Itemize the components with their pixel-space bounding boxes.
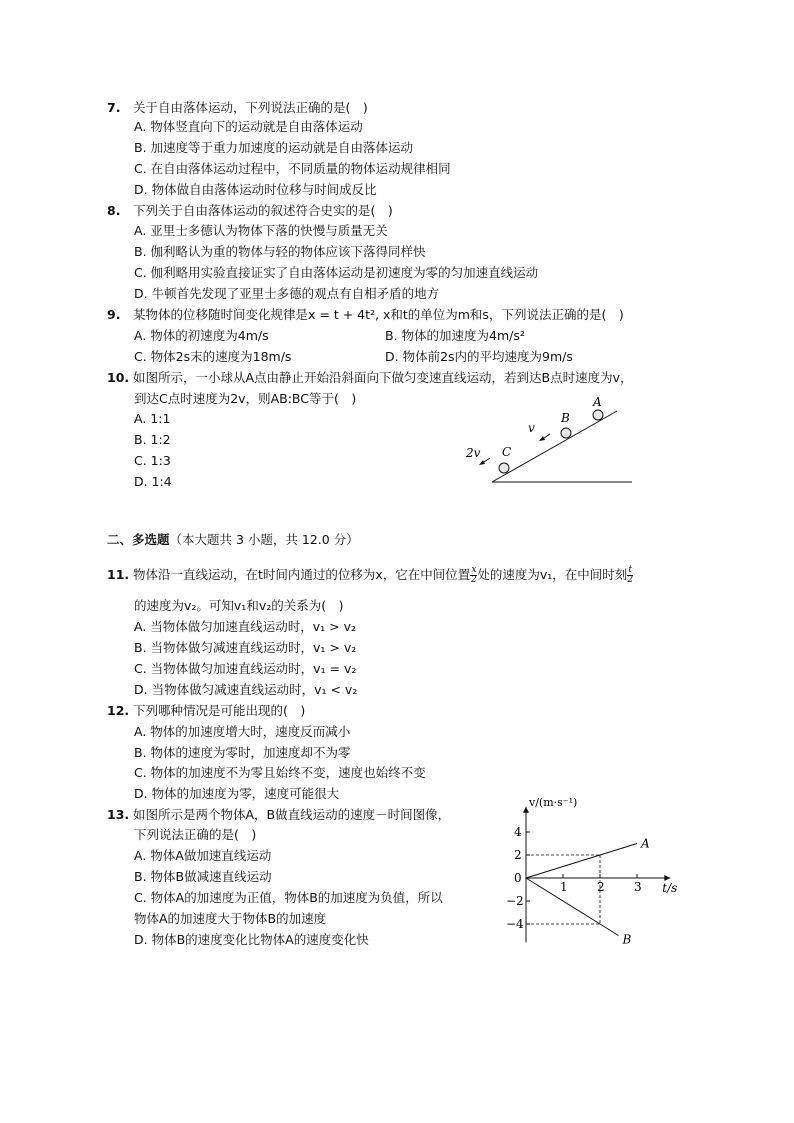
q7-stem [107, 99, 368, 117]
incline-figure [462, 394, 637, 486]
q10-stem [107, 369, 633, 387]
q10-text-line2: 到达C点时速度为2v，则AB:BC等于( ) [134, 391, 357, 406]
q12-option-a: A. 物体的加速度增大时，速度反而减小 [134, 724, 351, 739]
series-label-a: A [641, 836, 650, 851]
x-axis-label: t/s [662, 881, 678, 895]
chart-series [526, 844, 637, 936]
section-title: 二、多选题 [107, 532, 170, 547]
q13-text-line1: 如图所示是两个物体A，B做直线运动的速度－时间图像， [133, 807, 451, 822]
q10-option-b: B. 1:2 [134, 432, 171, 447]
q8-text: 下列关于自由落体运动的叙述符合史实的是( ) [133, 203, 393, 218]
y-tick-label: −2 [506, 894, 524, 908]
frac-t-denominator: 2 [627, 575, 634, 585]
arrow-v-head [539, 436, 545, 441]
q13-number: 13. [107, 807, 130, 822]
q9-stem [107, 306, 624, 324]
q7-option-c: C. 在自由落体运动过程中，不同质量的物体运动规律相同 [134, 161, 451, 176]
q10-option-a: A. 1:1 [134, 411, 171, 426]
q7-option-b: B. 加速度等于重力加速度的运动就是自由落体运动 [134, 140, 414, 155]
q13-option-a: A. 物体A做加速直线运动 [134, 848, 272, 863]
q12-number: 12. [107, 703, 130, 718]
arrow-2v-head [479, 460, 485, 465]
label-b: B [561, 411, 570, 425]
q11-number: 11. [107, 567, 130, 582]
q9-number: 9. [107, 307, 121, 322]
frac-x-denominator: 2 [470, 575, 477, 585]
q8-option-d: D. 牛顿首先发现了亚里士多德的观点有自相矛盾的地方 [134, 286, 440, 301]
q8-number: 8. [107, 203, 121, 218]
q9-option-a: A. 物体的初速度为4m/s [134, 328, 269, 343]
q11-stem [107, 566, 633, 585]
q7-option-d: D. 物体做自由落体运动时位移与时间成反比 [134, 182, 377, 197]
ball-a [593, 410, 603, 420]
q10-option-c: C. 1:3 [134, 453, 171, 468]
q9-option-b: B. 物体的加速度为4m/s² [385, 328, 525, 343]
q10-option-d: D. 1:4 [134, 474, 172, 489]
q11-option-c: C. 当物体做匀加速直线运动时，v₁ = v₂ [134, 661, 357, 676]
q11-text-part2: 处的速度为v₁，在中间时刻 [477, 567, 628, 582]
frac-t-numerator: t [628, 565, 632, 575]
y-tick-label: 4 [514, 825, 522, 839]
q10-number: 10. [107, 370, 130, 385]
q8-option-a: A. 亚里士多德认为物体下落的快慢与质量无关 [134, 223, 388, 238]
q13-option-b: B. 物体B做减速直线运动 [134, 869, 272, 884]
q8-stem [107, 202, 393, 220]
label-c: C [502, 445, 512, 459]
q12-option-b: B. 物体的速度为零时，加速度却不为零 [134, 745, 351, 760]
q8-option-b: B. 伽利略认为重的物体与轻的物体应该下落得同样快 [134, 244, 426, 259]
q7-option-a: A. 物体竖直向下的运动就是自由落体运动 [134, 119, 363, 134]
label-a: A [593, 395, 602, 409]
q7-number: 7. [107, 100, 121, 115]
q9-option-d: D. 物体前2s内的平均速度为9m/s [385, 349, 573, 364]
q13-option-c: C. 物体A的加速度为正值，物体B的加速度为负值，所以 [134, 890, 443, 905]
section-multiple-choice [107, 530, 359, 548]
y-tick-label: −4 [506, 917, 524, 931]
x-tick-label: 2 [597, 880, 605, 894]
q12-stem [107, 702, 305, 720]
q11-option-b: B. 当物体做匀减速直线运动时，v₁ > v₂ [134, 640, 357, 655]
x-tick-label: 3 [634, 880, 642, 894]
q11-option-a: A. 当物体做匀加速直线运动时，v₁ > v₂ [134, 619, 357, 634]
series-label-b: B [622, 932, 632, 947]
q12-option-d: D. 物体的加速度为零，速度可能很大 [134, 786, 340, 801]
q11-text-part1: 物体沿一直线运动，在t时间内通过的位移为x，它在中间位置 [133, 567, 471, 582]
q13-text-line2: 下列说法正确的是( ) [134, 827, 257, 842]
q8-option-c: C. 伽利略用实验直接证实了自由落体运动是初速度为零的匀加速直线运动 [134, 265, 539, 280]
q13-stem [107, 806, 450, 824]
section-detail: （本大题共 3 小题，共 12.0 分） [169, 532, 359, 547]
label-2v: 2v [466, 446, 481, 460]
q9-option-c: C. 物体2s末的速度为18m/s [134, 349, 292, 364]
q12-text: 下列哪种情况是可能出现的( ) [133, 703, 306, 718]
frac-x-numerator: x [471, 565, 477, 575]
series-line-a [526, 844, 637, 879]
q7-text: 关于自由落体运动，下列说法正确的是( ) [133, 100, 368, 115]
y-axis-label: v/(m·s⁻¹) [529, 796, 578, 809]
q10-text-line1: 如图所示，一小球从A点由静止开始沿斜面向下做匀变速直线运动，若到达B点时速度为v， [133, 370, 633, 385]
q11-fraction-t-over-2 [627, 566, 633, 585]
x-tick-label: 1 [560, 880, 568, 894]
q12-option-c: C. 物体的加速度不为零且始终不变，速度也始终不变 [134, 765, 426, 780]
velocity-time-chart [500, 792, 700, 952]
y-tick-label: 0 [514, 871, 522, 885]
q11-option-d: D. 当物体做匀减速直线运动时，v₁ < v₂ [134, 682, 358, 697]
q9-text: 某物体的位移随时间变化规律是x = t + 4t², x和t的单位为m和s，下列说法正确的是( ) [133, 307, 624, 322]
y-tick-label: 2 [514, 848, 522, 862]
q11-text-line2: 的速度为v₂。可知v₁和v₂的关系为( ) [134, 598, 344, 613]
q13-option-d: D. 物体B的速度变化比物体A的速度变化快 [134, 932, 369, 947]
ball-c [499, 463, 509, 473]
q13-option-c-cont: 物体A的加速度大于物体B的加速度 [134, 911, 327, 926]
label-v: v [528, 421, 535, 435]
ball-b [561, 428, 571, 438]
